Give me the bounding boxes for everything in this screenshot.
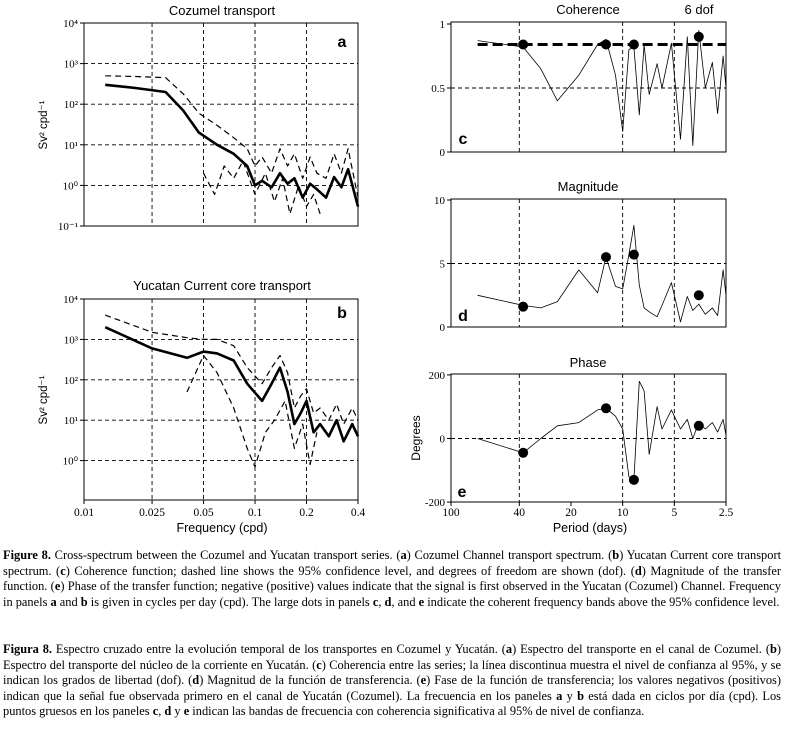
panel-d-ytick-label-2: 5 — [439, 258, 445, 271]
panel-c-coherent-bands-1 — [518, 39, 528, 49]
xtick-label-left-6: 0.4 — [350, 507, 366, 519]
caption-spanish-text — [3, 642, 781, 720]
xtick-label-left-5: 0.2 — [299, 507, 314, 519]
panel-a-frame — [84, 23, 358, 226]
caption-spanish-segment-9: ) Magnitud de la función de transferencia. ( — [199, 673, 421, 688]
xtick-label-left-3: 0.05 — [193, 507, 214, 519]
panel-c-ytick-label-3: 0 — [439, 147, 445, 159]
caption-spanish-segment-19: y — [171, 704, 184, 719]
panel-e-frame — [451, 374, 726, 502]
caption-english — [3, 548, 781, 610]
panel-e-phase-line — [478, 381, 726, 480]
panel-b-ytick-label-2: 10³ — [63, 334, 78, 347]
panel-c-ytick-label-1: 1 — [439, 19, 445, 31]
caption-spanish-segment-7: ) Coherencia entre las series; la línea discontinua muestra el nivel de confianza al 95%, y se indican los grados de libertad (dof). ( — [3, 657, 781, 688]
panel-e-letter: e — [457, 484, 467, 501]
caption-spanish-segment-21: indican las bandas de frecuencia con coherencia significativa al 95% de nivel de confianza. — [189, 704, 645, 719]
panel-b-y-axis-label: Sv² cpd⁻¹ — [38, 375, 50, 425]
panel-c-ytick-label-2: 0.5 — [431, 83, 445, 95]
panel-e-coherent-bands-4 — [694, 421, 704, 431]
panel-b-ytick-label-5: 10⁰ — [62, 455, 78, 468]
panel-d-coherent-bands-3 — [629, 250, 639, 260]
caption-english-segment-10: e — [54, 579, 61, 594]
caption-spanish-segment-14: b — [577, 688, 584, 703]
panel-e-ytick-label-2: 0 — [439, 433, 445, 446]
panel-d-ytick-label-3: 0 — [439, 322, 445, 334]
panel-c-coherent-bands-2 — [601, 39, 611, 49]
panel-e-coherent-bands-3 — [629, 475, 639, 485]
caption-english-segment-3: ) Cozumel Channel transport spectrum. ( — [406, 548, 613, 562]
panel-a-ytick-label-5: 10⁰ — [62, 180, 78, 193]
caption-spanish-label: Figura 8. — [3, 642, 53, 656]
caption-spanish-segment-16: c — [152, 704, 159, 719]
panel-a-lower-95--line — [204, 161, 321, 214]
panel-d-ytick-label-1: 10 — [434, 195, 445, 207]
panel-b-upper-95--line — [105, 315, 358, 424]
panel-d-magnitude-line — [478, 225, 726, 322]
panel-d-title: Magnitude — [557, 179, 619, 194]
caption-spanish-segment-12: a — [556, 688, 563, 703]
caption-english-segment-14: b — [80, 594, 88, 609]
caption-english-segment-2: a — [400, 548, 407, 562]
panel-a-ytick-label-6: 10⁻¹ — [57, 221, 78, 233]
xtick-label-right-1: 100 — [442, 507, 460, 519]
xtick-label-right-5: 5 — [671, 507, 678, 519]
panel-b-ytick-label-1: 10⁴ — [63, 294, 78, 306]
panel-c-letter: c — [458, 131, 468, 148]
caption-english-segment-19: , and — [391, 594, 419, 609]
caption-spanish-segment-3: ) Espectro del transporte en el canal de Cozumel. ( — [512, 642, 770, 656]
caption-english-segment-6: c — [60, 563, 66, 578]
panel-c-title: Coherence — [556, 2, 620, 17]
caption-english-text — [3, 548, 781, 610]
caption-english-segment-4: b — [612, 548, 620, 562]
x-axis-label-frequency: Frequency (cpd) — [176, 521, 268, 535]
panel-e-title: Phase — [569, 355, 607, 370]
caption-spanish-segment-17: , — [158, 704, 165, 719]
caption-english-segment-15: is given in cycles per day (cpd). The large dots in panels — [87, 594, 373, 609]
caption-spanish-segment-10: e — [420, 673, 427, 688]
caption-english-segment-18: d — [384, 594, 392, 609]
panel-d-letter: d — [458, 308, 468, 325]
caption-english-segment-20: e — [418, 594, 425, 609]
xtick-label-right-2: 40 — [513, 507, 526, 519]
panel-a-ytick-label-4: 10¹ — [63, 139, 78, 152]
xtick-label-left-4: 0.1 — [247, 507, 263, 519]
caption-spanish-segment-18: d — [164, 704, 172, 719]
caption-spanish-segment-8: d — [192, 673, 200, 688]
panel-a-letter: a — [337, 34, 347, 51]
caption-spanish-segment-15: está dada en ciclos por día (cpd). Los puntos gruesos en los paneles — [3, 688, 782, 719]
caption-english-segment-13: and — [56, 594, 81, 609]
xtick-label-left-1: 0.01 — [73, 507, 95, 519]
panel-d-coherent-bands-4 — [694, 290, 704, 300]
panel-e-coherent-bands-1 — [518, 448, 528, 458]
panel-a-title: Cozumel transport — [168, 3, 276, 18]
caption-english-segment-5: ) Yucatan Current core transport spectrum. ( — [3, 548, 782, 578]
caption-spanish-segment-6: c — [316, 657, 322, 672]
caption-spanish — [3, 642, 781, 720]
xtick-label-right-4: 10 — [616, 507, 629, 519]
caption-english-segment-7: ) Coherence function; dashed line shows the 95% confidence level, and degrees of freedom are shown (dof). ( — [65, 563, 635, 578]
caption-english-segment-8: d — [634, 563, 642, 578]
panel-a-spectrum-line — [105, 85, 358, 207]
caption-english-segment-1: Cross-spectrum between the Cozumel and Yucatan transport series. ( — [50, 548, 401, 562]
caption-spanish-segment-1: Espectro cruzado entre la evolución temporal de los transportes en Cozumel y Yucatán. ( — [52, 642, 506, 656]
panel-e-ytick-label-1: 200 — [428, 369, 445, 382]
xtick-label-right-6: 2.5 — [718, 507, 734, 519]
panel-d-coherent-bands-1 — [518, 302, 528, 312]
panel-b-frame — [84, 299, 358, 500]
panel-a-y-axis-label: Sv² cpd⁻¹ — [38, 100, 50, 150]
panel-c-dof-label: 6 dof — [684, 2, 714, 17]
panel-d-coherent-bands-2 — [601, 252, 611, 262]
caption-english-label: Figure 8. — [3, 548, 51, 562]
x-axis-label-period: Period (days) — [552, 521, 628, 535]
panel-e-y-axis-label: Degrees — [409, 415, 423, 461]
caption-spanish-segment-2: a — [505, 642, 513, 656]
panel-e-coherent-bands-2 — [601, 403, 611, 413]
panel-a-ytick-label-2: 10³ — [63, 58, 78, 71]
panel-b-title: Yucatan Current core transport — [133, 278, 311, 293]
panel-d-frame — [451, 199, 726, 327]
panel-b-letter: b — [337, 305, 347, 322]
panel-c-frame — [451, 22, 726, 152]
caption-english-segment-16: c — [372, 594, 379, 609]
caption-english-segment-11: ) Phase of the transfer function; negative (positive) values indicate that the signal is first observed in the Yucatan (Cozumel) Channel. Frequency in panels — [3, 579, 781, 609]
caption-spanish-segment-5: ) Espectro del transporte del núcleo de la corriente en Yucatán. ( — [3, 642, 781, 672]
panel-a-ytick-label-3: 10² — [63, 99, 78, 112]
caption-spanish-segment-20: e — [183, 704, 190, 719]
caption-english-segment-17: , — [378, 594, 385, 609]
caption-spanish-segment-11: ) Fase de la función de transferencia; los valores negativos (positivos) indican que la señal fue observada primero en el canal de Yucatán (Cozumel). La frecuencia en los paneles — [3, 673, 781, 703]
caption-spanish-segment-4: b — [769, 642, 777, 656]
panel-a-upper-95--line — [105, 76, 358, 198]
panel-b-ytick-label-4: 10¹ — [63, 415, 78, 428]
caption-english-segment-21: indicate the coherent frequency bands above the 95% confidence level. — [424, 594, 780, 609]
xtick-label-right-3: 20 — [565, 507, 577, 519]
caption-spanish-segment-13: y — [562, 688, 578, 703]
xtick-label-left-2: 0.025 — [139, 507, 165, 519]
caption-english-segment-9: ) Magnitude of the transfer function. ( — [3, 563, 781, 594]
panel-e-ytick-label-3: -200 — [424, 497, 445, 510]
panel-c-coherent-bands-4 — [694, 32, 704, 42]
panel-a-ytick-label-1: 10⁴ — [63, 18, 78, 30]
panel-c-coherent-bands-3 — [629, 39, 639, 49]
panel-b-ytick-label-3: 10² — [63, 374, 78, 387]
caption-english-segment-12: a — [50, 594, 57, 609]
